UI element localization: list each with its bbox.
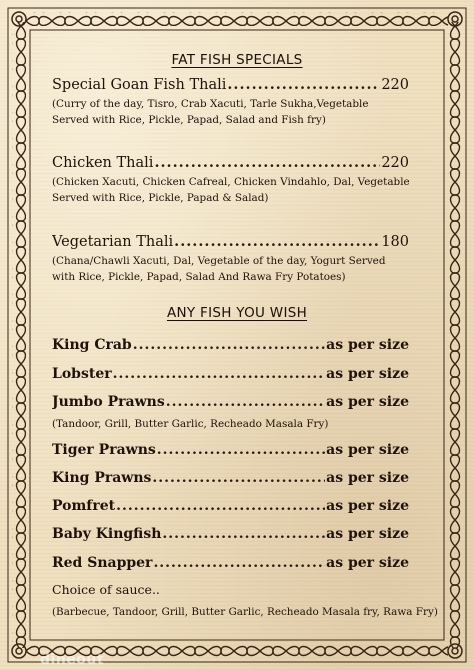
item-price: as per size [326,526,409,542]
item-name: King Prawns [52,470,152,486]
item-name: Lobster [52,366,112,382]
sauce-options: (Barbecue, Tandoor, Grill, Butter Garlic, Recheado Masala fry, Rawa Fry) [52,606,438,618]
item-price: as per size [326,470,409,486]
choice-of-sauce-label: Choice of sauce.. [52,582,160,597]
item-price: 180 [381,234,409,250]
leader-dots [154,154,380,171]
item-price: as per size [326,442,409,458]
menu-item-special-goan-fish-thali [52,76,409,93]
leader-dots [116,498,325,514]
leader-dots [227,76,380,93]
item-price: 220 [381,77,409,93]
leader-dots [113,366,326,382]
item-price: as per size [326,337,409,353]
item-name: King Crab [52,337,132,353]
item-name: Pomfret [52,498,116,514]
leader-dots [152,470,325,486]
menu-item-jumbo-prawns [52,394,409,410]
leader-dots [153,555,325,571]
item-price: as per size [326,498,409,514]
menu-item-baby-kingfish [52,526,409,542]
menu-item-king-crab [52,337,409,353]
section-title-specials: FAT FISH SPECIALS [171,52,303,68]
menu-item-vegetarian-thali [52,233,409,250]
menu-item-tiger-prawns [52,442,409,458]
item-description: (Tandoor, Grill, Butter Garlic, Recheado Masala Fry) [52,418,329,430]
item-name: Baby Kingfish [52,526,162,542]
item-name: Vegetarian Thali [52,234,174,250]
item-name: Red Snapper [52,555,153,571]
item-price: as per size [326,366,409,382]
leader-dots [133,337,325,353]
menu-item-king-prawns [52,470,409,486]
item-description: (Curry of the day, Tisro, Crab Xacuti, Tarle Sukha,Vegetable Served with Rice, Pickle, Papad, Salad and Fish fry) [52,98,369,126]
item-price: 220 [381,155,409,171]
leader-dots [166,394,325,410]
leader-dots [157,442,325,458]
menu-item-red-snapper [52,555,409,571]
section-title-any-fish: ANY FISH YOU WISH [166,305,308,321]
leader-dots [174,233,380,250]
menu-item-chicken-thali [52,154,409,171]
dineout-watermark: dineout [40,652,105,668]
menu-item-lobster [52,366,409,382]
item-name: Jumbo Prawns [52,394,165,410]
item-name: Special Goan Fish Thali [52,77,227,93]
menu-item-pomfret [52,498,409,514]
leader-dots [162,526,325,542]
item-name: Tiger Prawns [52,442,156,458]
item-description: (Chicken Xacuti, Chicken Cafreal, Chicken Vindahlo, Dal, Vegetable Served with Rice, Pickle, Papad & Salad) [52,176,410,204]
item-description: (Chana/Chawli Xacuti, Dal, Vegetable of the day, Yogurt Served with Rice, Pickle, Papad, Salad And Rawa Fry Potatoes) [52,255,386,283]
item-price: as per size [326,555,409,571]
item-price: as per size [326,394,409,410]
item-name: Chicken Thali [52,155,154,171]
